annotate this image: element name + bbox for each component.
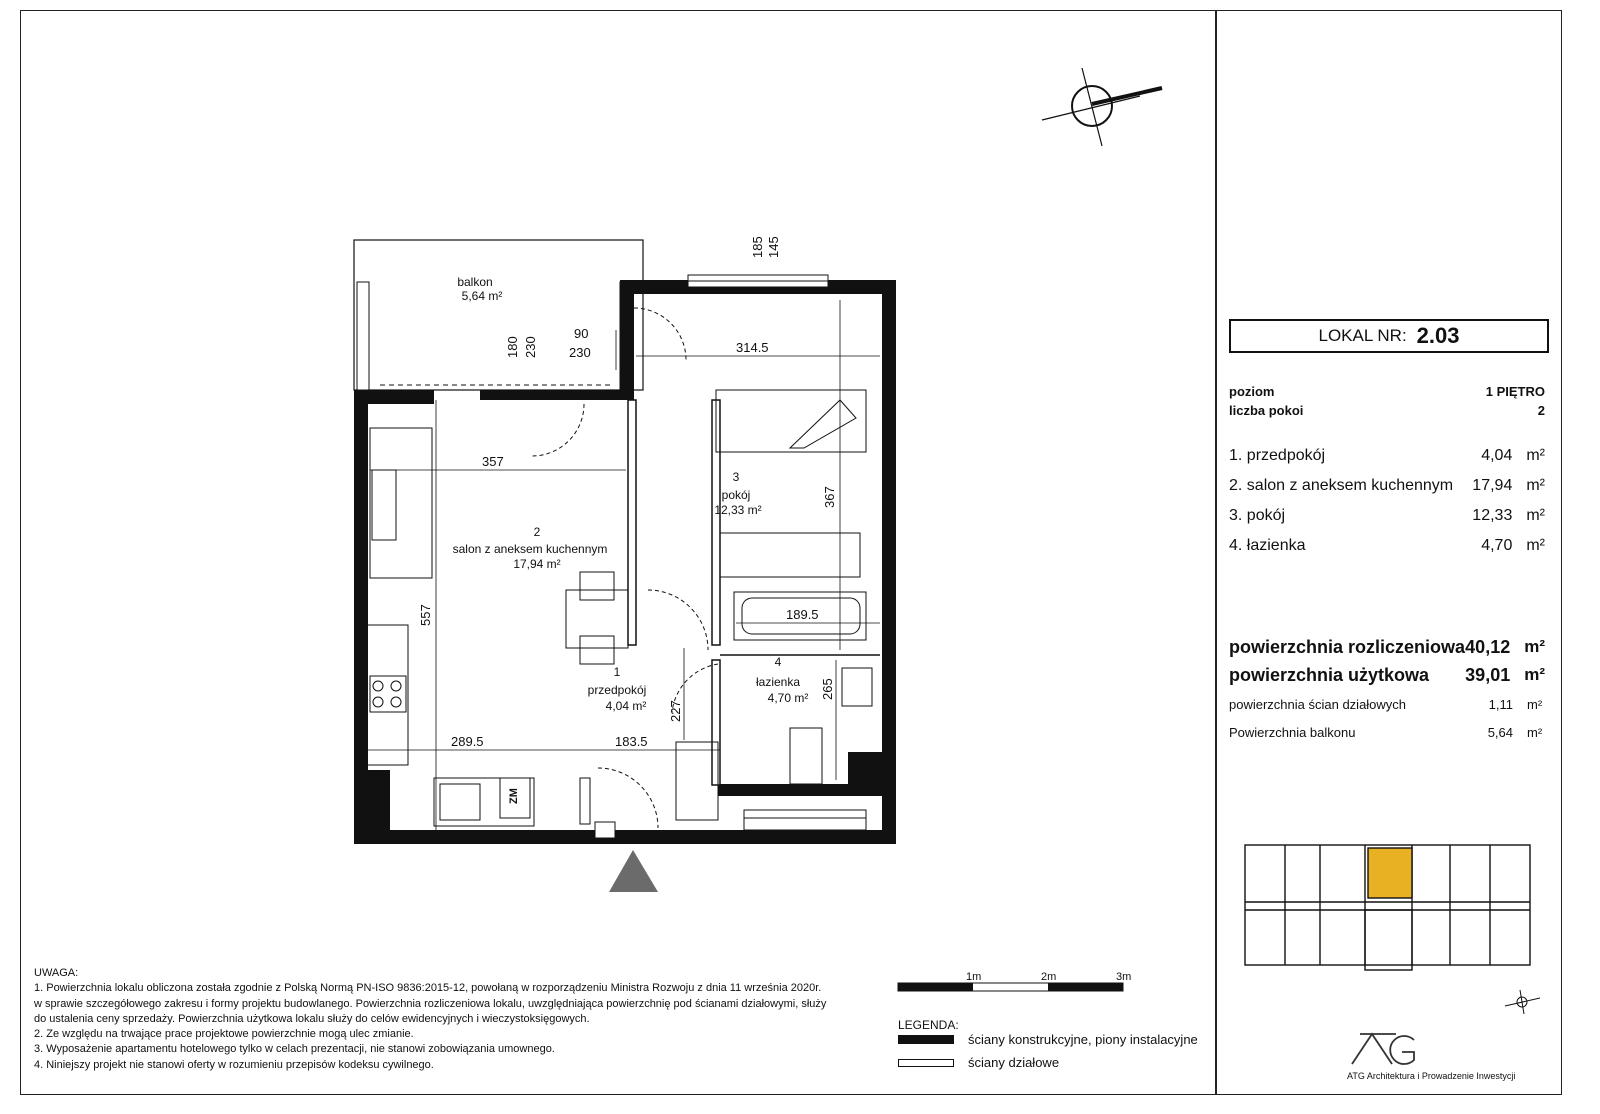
note-line: 2. Ze względu na trwające prace projektowe powierzchnie mogą ulec zmianie. (34, 1028, 414, 1041)
svg-text:314.5: 314.5 (736, 340, 769, 355)
bold-wall-swatch (898, 1035, 954, 1044)
svg-text:367: 367 (822, 486, 837, 508)
room-row: 2. salon z aneksem kuchennym 17,94 m² (1229, 477, 1545, 494)
total-sciany: powierzchnia ścian działowych 1,11 m² (1229, 697, 1543, 712)
total-rozliczeniowa: powierzchnia rozliczeniowa 40,12 m² (1229, 637, 1545, 657)
przedpokoj-name: przedpokój (587, 683, 647, 697)
svg-text:180: 180 (505, 336, 520, 358)
svg-text:3m: 3m (1116, 971, 1132, 983)
total-balkon: Powierzchnia balkonu 5,64 m² (1229, 725, 1543, 740)
entrance-arrow-icon (609, 850, 658, 892)
company-name: ATG Architektura i Prowadzenie Inwestycji (1347, 1071, 1516, 1081)
svg-text:189.5: 189.5 (786, 607, 819, 622)
pokoj-name: pokój (721, 488, 751, 502)
zm-label: ZM (508, 788, 520, 804)
legend-title: LEGENDA: (898, 1018, 959, 1032)
pokoj-area: 12,33 m² (714, 503, 762, 517)
room-row: 4. łazienka 4,70 m² (1229, 537, 1545, 554)
lazienka-num: 4 (774, 655, 782, 669)
salon-area: 17,94 m² (513, 557, 561, 571)
salon-name: salon z aneksem kuchennym (452, 542, 608, 556)
note-line: do ustalenia ceny sprzedaży. Powierzchnia użytkowa lokalu służy do celów ewidencyjnych i wieczystoksięgowych. (34, 1012, 590, 1025)
svg-text:90: 90 (574, 326, 589, 341)
outer-walls (354, 280, 896, 844)
svg-text:230: 230 (523, 336, 538, 358)
przedpokoj-num: 1 (613, 665, 621, 679)
przedpokoj-area: 4,04 m² (605, 699, 647, 713)
svg-text:557: 557 (418, 604, 433, 626)
balkon-area: 5,64 m² (461, 289, 503, 303)
note-line: 3. Wyposażenie apartamentu hotelowego tylko w celach prezentacji, nie stanowi zobowiązania umownego. (34, 1043, 555, 1056)
scale-bar (898, 971, 1131, 991)
notes-block (34, 966, 864, 1073)
total-uzytkowa: powierzchnia użytkowa 39,01 m² (1229, 665, 1545, 685)
note-line: w sprawie szczegółowego zakresu i formy projektu budowlanego. Powierzchnia rozliczeniowa lokalu, uwzględniająca powierzchnię pod ścianami działowymi, służy (34, 997, 827, 1010)
lokal-label: LOKAL NR: (1318, 326, 1407, 345)
note-line: 1. Powierzchnia lokalu obliczona została zgodnie z Polską Normą PN-ISO 9836:2015-12, powołaną w rozporządzeniu Ministra Rozwoju z dnia 11 września 2020r. (34, 982, 822, 995)
partition-wall-swatch (898, 1059, 954, 1067)
info-row-liczba-pokoi: liczba pokoi 2 (1229, 403, 1545, 418)
svg-text:357: 357 (482, 454, 504, 469)
salon-num: 2 (533, 525, 541, 539)
lazienka-area: 4,70 m² (767, 691, 809, 705)
legend-item-partition: ściany działowe (898, 1055, 1059, 1070)
svg-text:185: 185 (750, 236, 765, 258)
atg-logo (1352, 1034, 1414, 1064)
compass-icon (1042, 68, 1162, 146)
pokoj-num: 3 (732, 470, 740, 484)
balkon-name: balkon (457, 275, 493, 289)
key-plan (1245, 845, 1530, 970)
notes-title: UWAGA: (34, 967, 79, 979)
svg-text:227: 227 (668, 700, 683, 722)
lokal-number-box (1229, 319, 1549, 353)
svg-text:145: 145 (766, 236, 781, 258)
balcony (354, 240, 643, 390)
info-row-poziom: poziom 1 PIĘTRO (1229, 384, 1545, 399)
room-row: 3. pokój 12,33 m² (1229, 507, 1545, 524)
svg-text:265: 265 (820, 678, 835, 700)
legend-item-constructive: ściany konstrukcyjne, piony instalacyjne (898, 1032, 1198, 1047)
note-line: 4. Niniejszy projekt nie stanowi oferty w rozumieniu przepisów kodeksu cywilnego. (34, 1058, 434, 1071)
keyplan-compass-icon (1505, 990, 1540, 1014)
svg-text:289.5: 289.5 (451, 734, 484, 749)
svg-text:230: 230 (569, 345, 591, 360)
highlighted-unit (1368, 848, 1412, 898)
lazienka-name: łazienka (755, 675, 801, 689)
lokal-number: 2.03 (1416, 323, 1460, 348)
svg-text:1m: 1m (966, 971, 982, 983)
svg-text:2m: 2m (1041, 971, 1057, 983)
svg-text:183.5: 183.5 (615, 734, 648, 749)
room-row: 1. przedpokój 4,04 m² (1229, 447, 1545, 464)
